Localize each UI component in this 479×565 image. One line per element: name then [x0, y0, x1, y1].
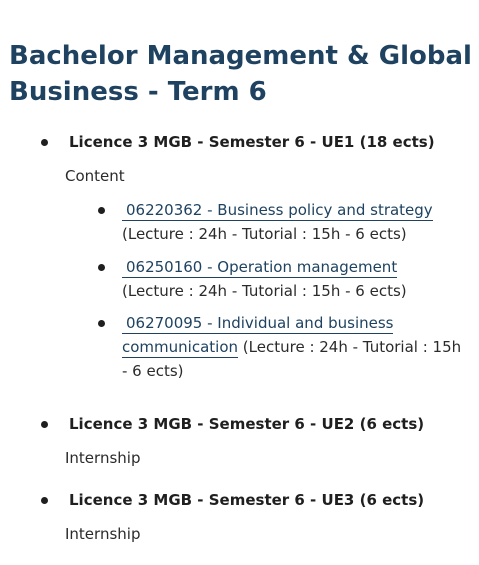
unit-item-ue1: [0, 131, 479, 391]
bullet-icon: [41, 497, 48, 504]
bullet-icon: [98, 264, 105, 271]
course-details: (Lecture : 24h - Tutorial : 15h - 6 ects): [122, 338, 462, 380]
course-link-06220362[interactable]: [122, 201, 433, 221]
course-text: [122, 255, 462, 303]
course-link-06250160[interactable]: [122, 258, 397, 278]
unit-sub-label: Internship: [65, 525, 141, 543]
course-link-label: 06270095 - Individual and business: [126, 314, 394, 332]
unit-sub-label: Internship: [65, 449, 141, 467]
unit-heading: Licence 3 MGB - Semester 6 - UE3 (6 ects): [69, 491, 425, 509]
unit-heading: Licence 3 MGB - Semester 6 - UE1 (18 ects): [69, 133, 435, 151]
unit-sub-label: Content: [65, 167, 125, 185]
page-title: Bachelor Management & Global Business - Term 6: [9, 41, 472, 107]
course-details: (Lecture : 24h - Tutorial : 15h - 6 ects): [122, 225, 407, 243]
course-link-label: communication: [122, 338, 239, 356]
course-details: (Lecture : 24h - Tutorial : 15h - 6 ects): [122, 282, 407, 300]
course-link-label: 06220362 - Business policy and strategy: [126, 201, 433, 219]
unit-item-ue2: [0, 413, 479, 473]
unit-item-ue3: [0, 489, 479, 549]
course-text: [122, 311, 462, 383]
bullet-icon: [98, 320, 105, 327]
bullet-icon: [41, 421, 48, 428]
unit-heading: Licence 3 MGB - Semester 6 - UE2 (6 ects): [69, 415, 425, 433]
bullet-icon: [41, 139, 48, 146]
course-link-label: 06250160 - Operation management: [126, 258, 398, 276]
course-text: [122, 198, 462, 246]
bullet-icon: [98, 207, 105, 214]
